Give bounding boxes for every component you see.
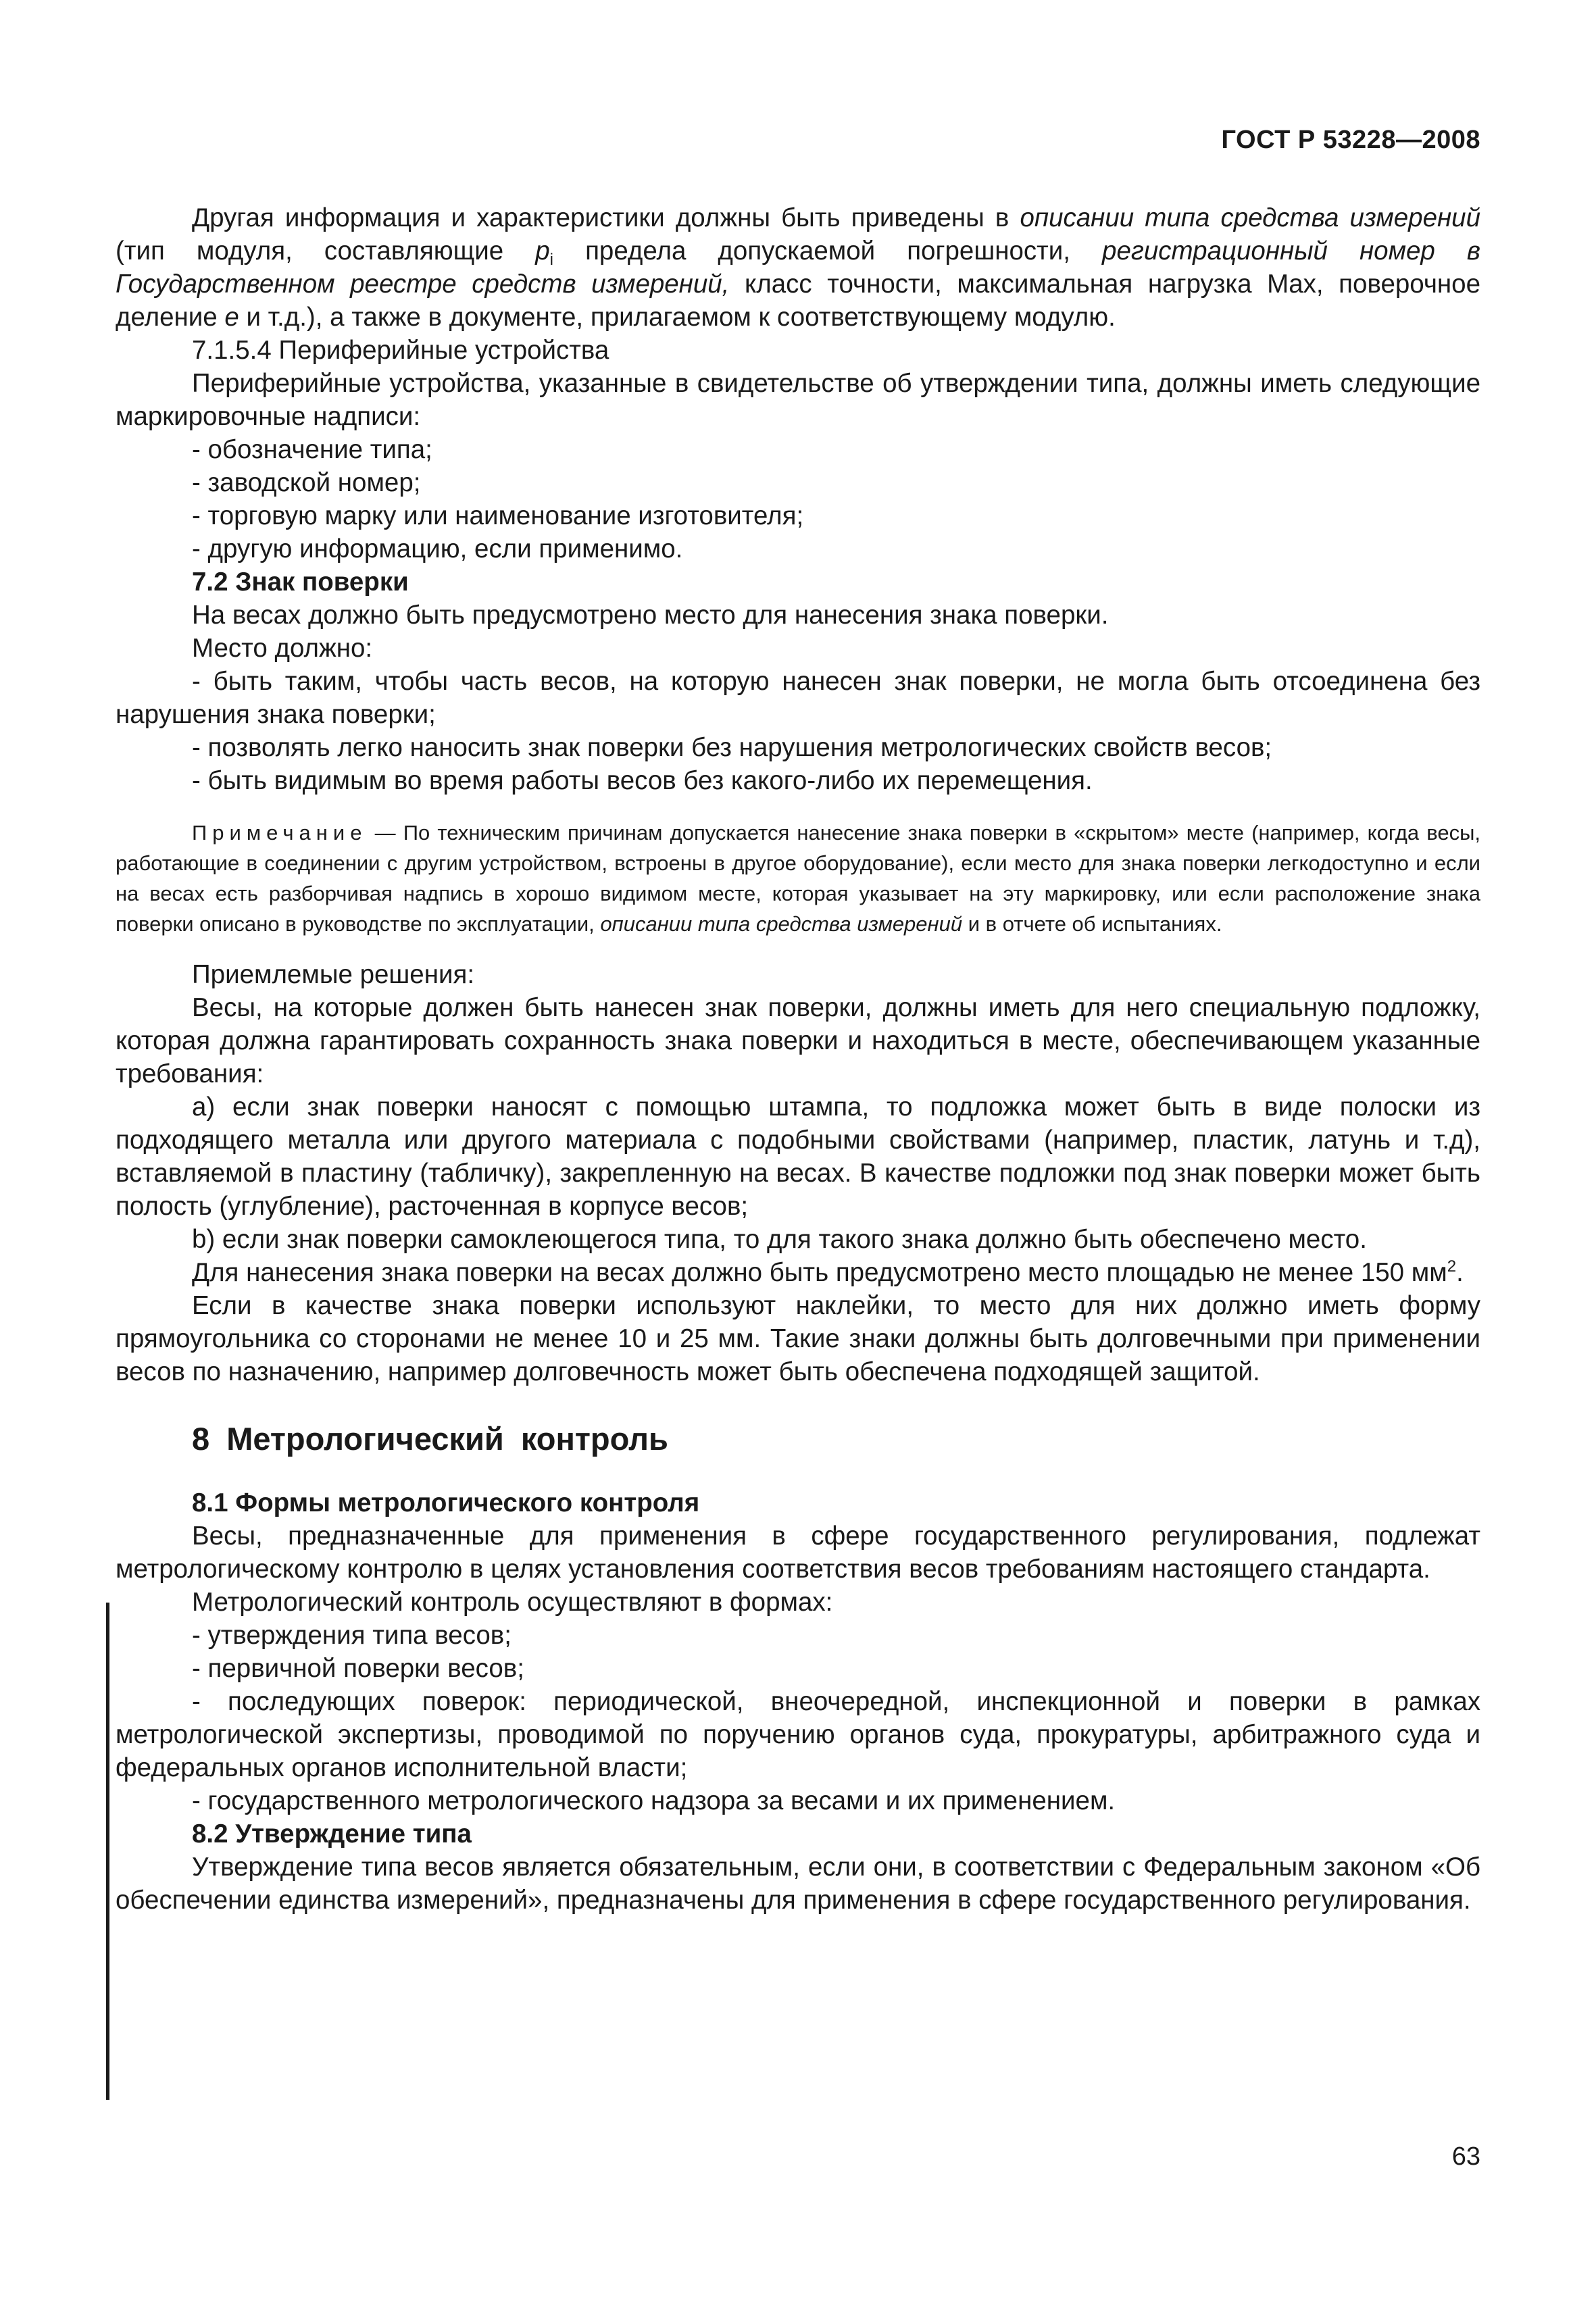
- subsection-heading-7-1-5-4: 7.1.5.4 Периферийные устройства: [192, 336, 609, 365]
- subscript-i: i: [549, 251, 553, 269]
- list-item: - первичной поверки весов;: [192, 1654, 524, 1683]
- section-heading-8-1: 8.1 Формы метрологического контроля: [192, 1488, 700, 1517]
- italic-term: регистрационный номер в Государственном реестре средств измерений,: [116, 236, 1480, 299]
- paragraph: Метрологический контроль осуществляют в формах:: [192, 1588, 833, 1617]
- paragraph: Периферийные устройства, указанные в свидетельстве об утверждении типа, должны иметь следующие маркировочные надписи:: [116, 369, 1480, 431]
- paragraph: Весы, предназначенные для применения в сфере государственного регулирования, подлежат метрологическому контролю в целях установления соответствия весов требованиям настоящего стандарта.: [116, 1521, 1480, 1584]
- list-item: - утверждения типа весов;: [192, 1621, 512, 1650]
- change-bar: [106, 1603, 109, 2100]
- paragraph: На весах должно быть предусмотрено место для нанесения знака поверки.: [192, 601, 1109, 630]
- list-item: - быть таким, чтобы часть весов, на которую нанесен знак поверки, не могла быть отсоединена без нарушения знака поверки;: [116, 667, 1480, 729]
- note-label: Примечание: [192, 821, 368, 845]
- section-heading-8: 8 Метрологический контроль: [192, 1421, 668, 1457]
- symbol-p: p: [535, 236, 550, 266]
- document-body: [116, 201, 1480, 1917]
- paragraph: а) если знак поверки наносят с помощью штампа, то подложка может быть в виде полоски из подходящего металла или другого материала с подобными свойствами (например, пластик, латунь и т.д), вставляемой в пластину (табличку), закрепленную на весах. В качестве подложки под знак поверки может быть полость (углубление), расточенная в корпусе весов;: [116, 1092, 1480, 1221]
- list-item: - другую информацию, если применимо.: [192, 534, 683, 563]
- paragraph: Если в качестве знака поверки используют наклейки, то место для них должно иметь форму прямоугольника со сторонами не менее 10 и 25 мм. Такие знаки должны быть долговечными при применении весов по назначению, например долговечность может быть обеспечена подходящей защитой.: [116, 1291, 1480, 1386]
- italic-term: описании типа средства измерений: [600, 912, 963, 936]
- list-item: - торговую марку или наименование изготовителя;: [192, 501, 804, 530]
- italic-term: описании типа средства измерений: [1020, 203, 1481, 232]
- document-header: ГОСТ Р 53228—2008: [1221, 126, 1480, 154]
- paragraph-other-info: Другая информация и характеристики должны быть приведены в описании типа средства измерений (тип модуля, составляющие $p_i$ предела допускаемой погрешности, регистрационный номер в Государственном реестре средств измерений, класс точности, максимальная нагрузка Max, поверочное деление e и т.д.), а также в документе, прилагаемом к соответствующему модулю.: [116, 203, 1481, 332]
- list-item: - заводской номер;: [192, 468, 421, 497]
- note-paragraph: Примечание — По техническим причинам допускается нанесение знака поверки в «скрытом» месте (например, когда весы, работающие в соединении с другим устройством, встроены в другое оборудование), если место для знака поверки легкодоступно и если на весах есть разборчивая надпись в хорошо видимом месте, которая указывает на эту маркировку, или если расположение знака поверки описано в руководстве по эксплуатации, описании типа средства измерений и в отчете об испытаниях.: [116, 821, 1480, 936]
- page-number: 63: [1451, 2142, 1480, 2171]
- paragraph: Весы, на которые должен быть нанесен знак поверки, должны иметь для него специальную подложку, которая должна гарантировать сохранность знака поверки и находиться в месте, обеспечивающем указанные требования:: [116, 993, 1480, 1088]
- superscript: 2: [1447, 1257, 1457, 1276]
- paragraph: Приемлемые решения:: [192, 960, 475, 989]
- symbol-e: e: [224, 303, 239, 332]
- list-item: - позволять легко наносить знак поверки без нарушения метрологических свойств весов;: [192, 733, 1272, 762]
- list-item: - государственного метрологического надзора за весами и их применением.: [192, 1786, 1116, 1815]
- list-item: - обозначение типа;: [192, 435, 432, 464]
- section-heading-7-2: 7.2 Знак поверки: [192, 568, 409, 597]
- section-heading-8-2: 8.2 Утверждение типа: [192, 1819, 472, 1848]
- paragraph: Место должно:: [192, 634, 373, 663]
- paragraph: b) если знак поверки самоклеющегося типа, то для такого знака должно быть обеспечено место.: [192, 1225, 1367, 1254]
- list-item: - последующих поверок: периодической, внеочередной, инспекционной и поверки в рамках метрологической экспертизы, проводимой по поручению органов суда, прокуратуры, арбитражного суда и федеральных органов исполнительной власти;: [116, 1687, 1480, 1782]
- paragraph: Утверждение типа весов является обязательным, если они, в соответствии с Федеральным законом «Об обеспечении единства измерений», предназначены для применения в сфере государственного регулирования.: [116, 1853, 1480, 1915]
- paragraph: Для нанесения знака поверки на весах должно быть предусмотрено место площадью не менее 150 $мм^2$.: [192, 1257, 1464, 1287]
- list-item: - быть видимым во время работы весов без какого-либо их перемещения.: [192, 766, 1093, 795]
